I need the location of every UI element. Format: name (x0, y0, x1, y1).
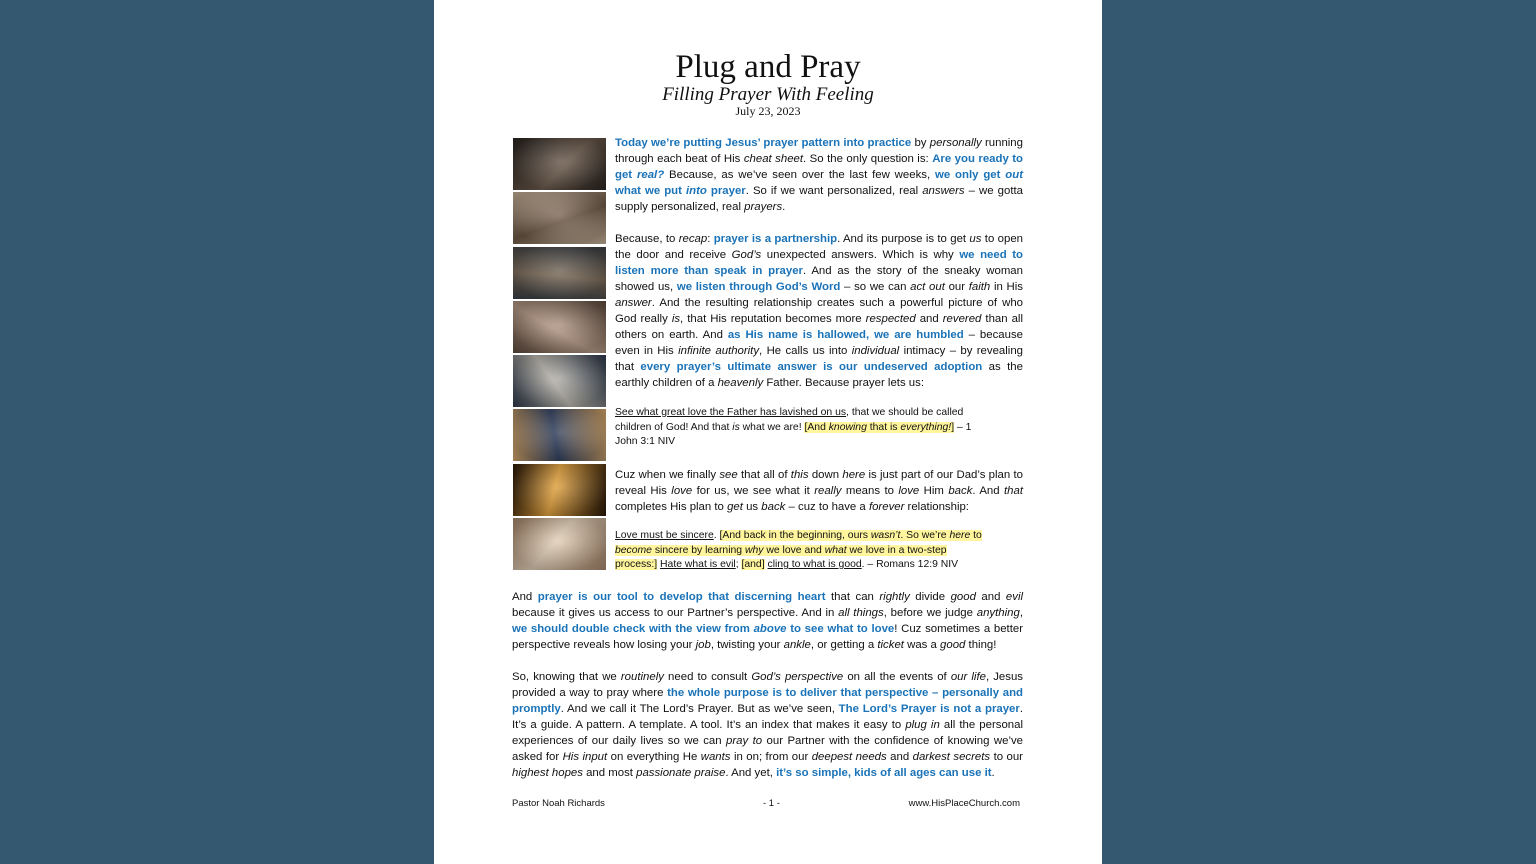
page-subtitle: Filling Prayer With Feeling (662, 84, 874, 105)
paragraph-2: Because, to recap: prayer is a partnership. And its purpose is to get us to open the door and receive God’s unexpected answers. Which is why we need to listen more than speak in prayer. And as the story of the sneaky woman showed us, we listen through God’s Word – so we can act out our faith in His answer. And the resulting relationship creates such a powerful picture of who God really is, that His reputation becomes more respected and revered than all others on earth. And as His name is hallowed, we are humbled – because even in His infinite authority, He calls us into individual intimacy – by revealing that every prayer’s ultimate answer is our undeserved adoption as the earthly children of a heavenly Father. Because prayer lets us: (615, 233, 1023, 389)
document-page (434, 0, 1102, 864)
old-door-photo (513, 247, 606, 299)
prayer-shawls-photo (513, 355, 606, 407)
thumbnail-column (513, 138, 606, 572)
child-and-elder-photo (513, 518, 606, 570)
raised-arms-photo (513, 409, 606, 461)
praying-hands-photo (513, 138, 606, 190)
footer-author: Pastor Noah Richards (512, 798, 605, 809)
quote-1-john: See what great love the Father has lavished on us, that we should be called children of God! And that is what we are! [And knowing that is everything!] – 1 John 3:1 NIV (615, 407, 972, 447)
holding-hands-photo (513, 192, 606, 244)
zipped-mouth-photo (513, 301, 606, 353)
page-title: Plug and Pray (675, 49, 861, 85)
footer-page-number: - 1 - (763, 798, 780, 809)
quote-romans: Love must be sincere. [And back in the beginning, ours wasn’t. So we’re here to become sincere by learning why we love and what we love in a two-step process:] Hate what is evil; [and] cling to what is good. – Romans 12:9 NIV (615, 530, 982, 570)
paragraph-3: Cuz when we finally see that all of this down here is just part of our Dad’s plan to reveal His love for us, we see what it really means to love Him back. And that completes His plan to get us back – cuz to have a forever relationship: (615, 469, 1024, 513)
paragraph-1: Today we’re putting Jesus’ prayer pattern into practice by personally running through each beat of His cheat sheet. So the only question is: Are you ready to get real? Because, as we’ve seen over the last few weeks, we only get out what we put into prayer. So if we want personalized, real answers – we gotta supply personalized, real prayers. (615, 137, 1024, 213)
paragraph-5: So, knowing that we routinely need to consult God’s perspective on all the events of our life, Jesus provided a way to pray where the whole purpose is to deliver that perspective – personally and promptly. And we call it The Lord’s Prayer. But as we’ve seen, The Lord’s Prayer is not a prayer. It’s a guide. A pattern. A template. A tool. It’s an index that makes it easy to plug in all the personal experiences of our daily lives so we can pray to our Partner with the confidence of knowing we’ve asked for His input on everything He wants in on; from our deepest needs and darkest secrets to our highest hopes and most passionate praise. And yet, it’s so simple, kids of all ages can use it. (512, 671, 1024, 779)
title-block (434, 48, 1102, 118)
page-date: July 23, 2023 (735, 104, 801, 118)
fiery-figure-photo (513, 464, 606, 516)
footer-website: www.HisPlaceChurch.com (908, 798, 1020, 809)
paragraph-4: And prayer is our tool to develop that discerning heart that can rightly divide good and evil because it gives us access to our Partner’s perspective. And in all things, before we judge anything, we should double check with the view from above to see what to love! Cuz sometimes a better perspective reveals how losing your job, twisting your ankle, or getting a ticket was a good thing! (512, 591, 1024, 651)
